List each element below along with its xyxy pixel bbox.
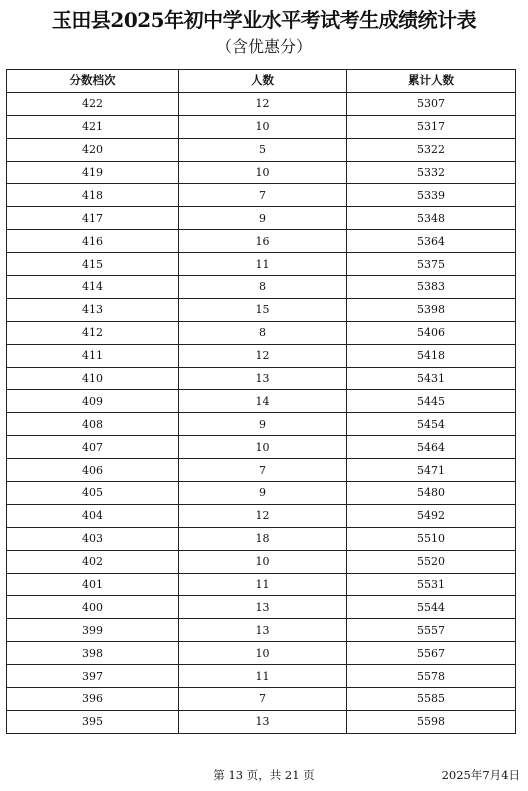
- page-number: 第 13 页，共 21 页: [213, 768, 315, 782]
- cell-cumulative-count: 5307: [347, 92, 516, 115]
- cell-count: 10: [179, 161, 347, 184]
- cell-cumulative-count: 5454: [347, 413, 516, 436]
- cell-count: 9: [179, 413, 347, 436]
- table-row: [7, 527, 516, 550]
- cell-score-level: 422: [7, 92, 179, 115]
- table-row: [7, 413, 516, 436]
- cell-count: 14: [179, 390, 347, 413]
- cell-score-level: 405: [7, 482, 179, 505]
- cell-cumulative-count: 5339: [347, 184, 516, 207]
- cell-score-level: 409: [7, 390, 179, 413]
- table-row: [7, 665, 516, 688]
- cell-count: 10: [179, 550, 347, 573]
- cell-cumulative-count: 5557: [347, 619, 516, 642]
- cell-score-level: 404: [7, 504, 179, 527]
- cell-count: 7: [179, 459, 347, 482]
- cell-count: 10: [179, 115, 347, 138]
- cell-cumulative-count: 5480: [347, 482, 516, 505]
- table-row: [7, 344, 516, 367]
- table-row: [7, 321, 516, 344]
- cell-score-level: 398: [7, 642, 179, 665]
- table-row: [7, 138, 516, 161]
- cell-count: 7: [179, 184, 347, 207]
- cell-count: 15: [179, 298, 347, 321]
- table-row: [7, 390, 516, 413]
- document-title: 玉田县2025年初中学业水平考试考生成绩统计表: [51, 8, 477, 32]
- cell-count: 13: [179, 619, 347, 642]
- table-header-row: [7, 70, 516, 93]
- table-row: [7, 504, 516, 527]
- cell-score-level: 412: [7, 321, 179, 344]
- cell-score-level: 416: [7, 230, 179, 253]
- cell-count: 18: [179, 527, 347, 550]
- table-row: [7, 550, 516, 573]
- cell-cumulative-count: 5544: [347, 596, 516, 619]
- cell-score-level: 414: [7, 276, 179, 299]
- table-row: [7, 619, 516, 642]
- table-row: [7, 298, 516, 321]
- cell-count: 11: [179, 665, 347, 688]
- cell-score-level: 415: [7, 253, 179, 276]
- table-row: [7, 642, 516, 665]
- cell-count: 9: [179, 207, 347, 230]
- cell-count: 11: [179, 573, 347, 596]
- cell-cumulative-count: 5492: [347, 504, 516, 527]
- table-body: [7, 92, 516, 733]
- cell-score-level: 396: [7, 688, 179, 711]
- table-row: [7, 482, 516, 505]
- table-row: [7, 688, 516, 711]
- table-row: [7, 367, 516, 390]
- cell-count: 16: [179, 230, 347, 253]
- cell-cumulative-count: 5445: [347, 390, 516, 413]
- cell-cumulative-count: 5578: [347, 665, 516, 688]
- cell-score-level: 420: [7, 138, 179, 161]
- cell-score-level: 417: [7, 207, 179, 230]
- cell-score-level: 421: [7, 115, 179, 138]
- cell-cumulative-count: 5531: [347, 573, 516, 596]
- table-row: [7, 92, 516, 115]
- cell-count: 13: [179, 367, 347, 390]
- cell-count: 13: [179, 710, 347, 733]
- cell-count: 5: [179, 138, 347, 161]
- table-row: [7, 436, 516, 459]
- document-subtitle: （含优惠分）: [215, 37, 312, 56]
- table-row: [7, 207, 516, 230]
- table-row: [7, 596, 516, 619]
- cell-score-level: 407: [7, 436, 179, 459]
- cell-cumulative-count: 5364: [347, 230, 516, 253]
- table-row: [7, 459, 516, 482]
- cell-score-level: 397: [7, 665, 179, 688]
- table-row: [7, 710, 516, 733]
- table-row: [7, 184, 516, 207]
- cell-cumulative-count: 5406: [347, 321, 516, 344]
- column-header-cumulative-count: 累计人数: [347, 70, 516, 93]
- cell-cumulative-count: 5598: [347, 710, 516, 733]
- cell-cumulative-count: 5332: [347, 161, 516, 184]
- column-header-count: 人数: [179, 70, 347, 93]
- cell-score-level: 395: [7, 710, 179, 733]
- column-header-score-level: 分数档次: [7, 70, 179, 93]
- cell-cumulative-count: 5520: [347, 550, 516, 573]
- cell-score-level: 400: [7, 596, 179, 619]
- cell-count: 12: [179, 92, 347, 115]
- cell-cumulative-count: 5317: [347, 115, 516, 138]
- cell-score-level: 411: [7, 344, 179, 367]
- cell-count: 8: [179, 276, 347, 299]
- cell-score-level: 403: [7, 527, 179, 550]
- cell-score-level: 399: [7, 619, 179, 642]
- cell-cumulative-count: 5383: [347, 276, 516, 299]
- cell-cumulative-count: 5418: [347, 344, 516, 367]
- cell-count: 13: [179, 596, 347, 619]
- cell-cumulative-count: 5398: [347, 298, 516, 321]
- cell-score-level: 419: [7, 161, 179, 184]
- table-row: [7, 276, 516, 299]
- cell-score-level: 408: [7, 413, 179, 436]
- cell-count: 10: [179, 642, 347, 665]
- score-statistics-table: [6, 69, 516, 734]
- table-row: [7, 115, 516, 138]
- cell-cumulative-count: 5431: [347, 367, 516, 390]
- table-row: [7, 573, 516, 596]
- cell-count: 8: [179, 321, 347, 344]
- cell-score-level: 401: [7, 573, 179, 596]
- cell-cumulative-count: 5322: [347, 138, 516, 161]
- cell-score-level: 406: [7, 459, 179, 482]
- cell-cumulative-count: 5375: [347, 253, 516, 276]
- table-row: [7, 253, 516, 276]
- cell-score-level: 402: [7, 550, 179, 573]
- cell-count: 12: [179, 344, 347, 367]
- table-row: [7, 230, 516, 253]
- cell-score-level: 410: [7, 367, 179, 390]
- cell-count: 10: [179, 436, 347, 459]
- cell-count: 12: [179, 504, 347, 527]
- cell-cumulative-count: 5471: [347, 459, 516, 482]
- cell-cumulative-count: 5348: [347, 207, 516, 230]
- cell-cumulative-count: 5567: [347, 642, 516, 665]
- cell-cumulative-count: 5585: [347, 688, 516, 711]
- cell-count: 11: [179, 253, 347, 276]
- cell-score-level: 418: [7, 184, 179, 207]
- document-date: 2025年7月4日: [441, 768, 520, 782]
- table-row: [7, 161, 516, 184]
- cell-cumulative-count: 5464: [347, 436, 516, 459]
- cell-count: 9: [179, 482, 347, 505]
- cell-score-level: 413: [7, 298, 179, 321]
- cell-count: 7: [179, 688, 347, 711]
- cell-cumulative-count: 5510: [347, 527, 516, 550]
